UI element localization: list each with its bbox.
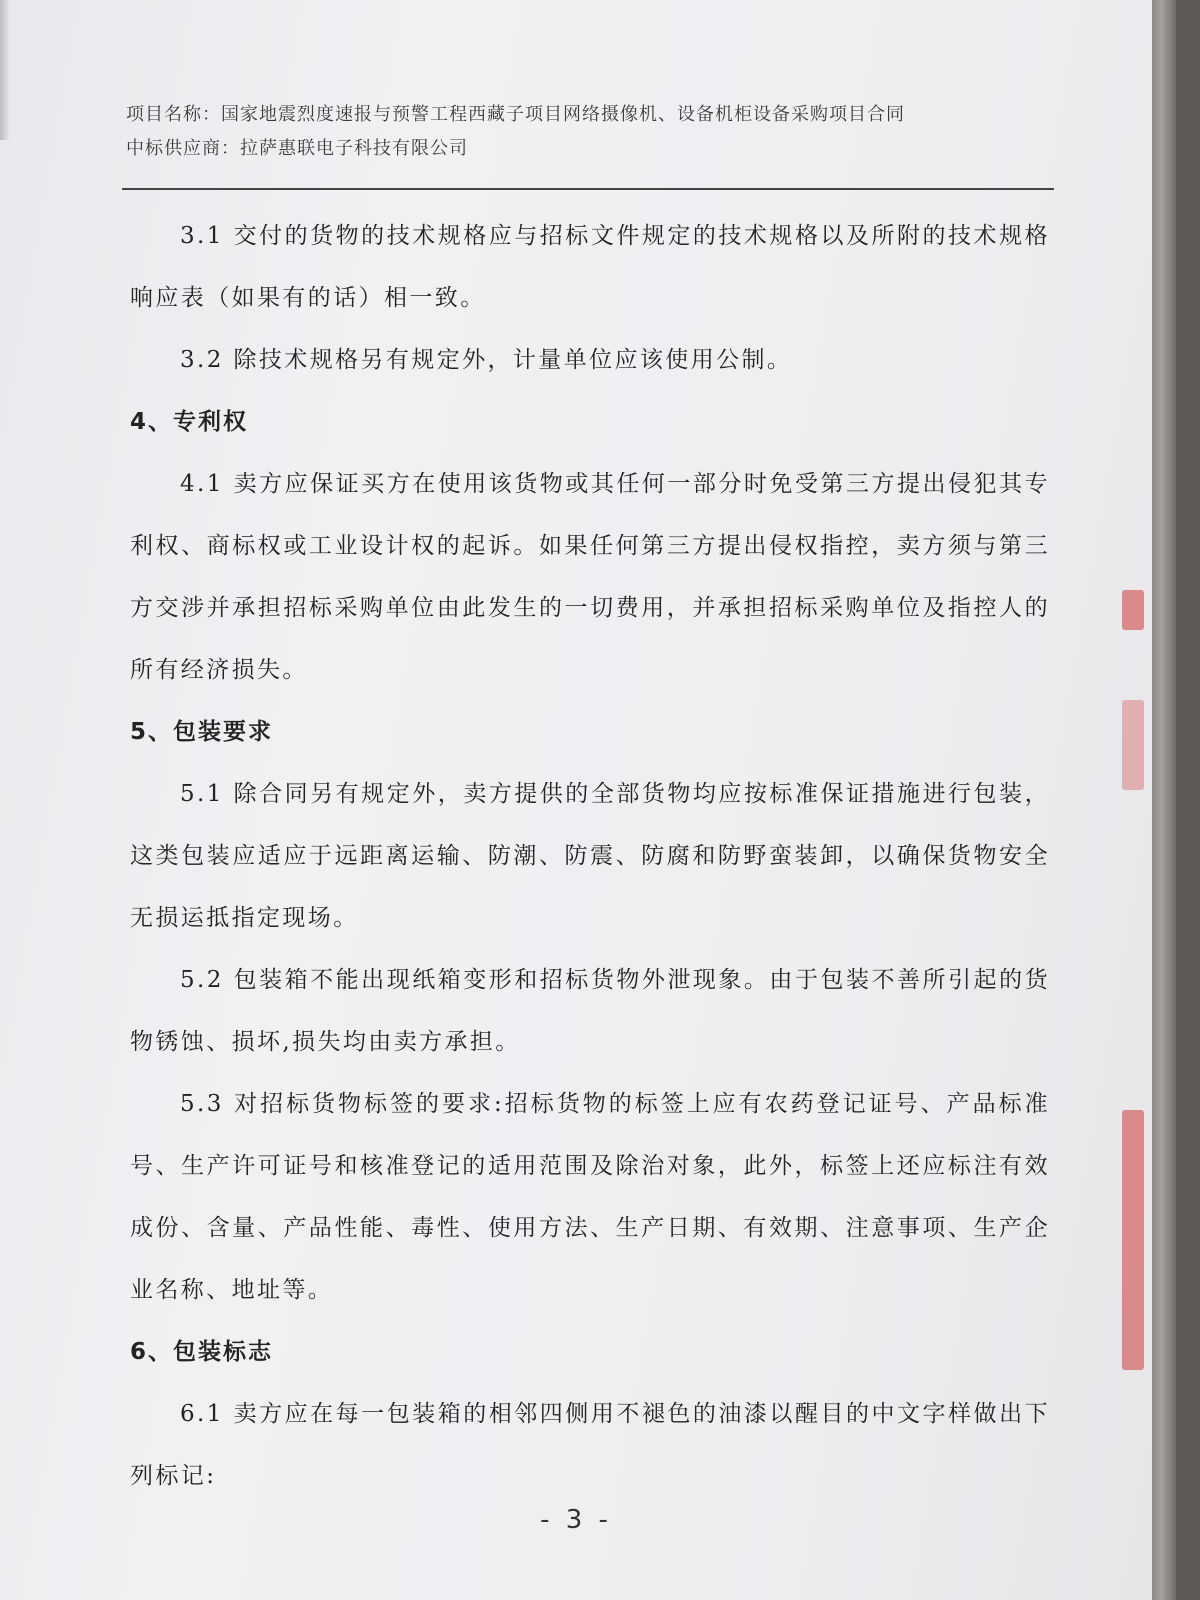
seal-fragment	[1122, 1110, 1144, 1370]
clause-5-1: 5.1 除合同另有规定外，卖方提供的全部货物均应按标准保证措施进行包装，这类包装应适应于远距离运输、防潮、防震、防腐和防野蛮装卸，以确保货物安全无损运抵指定现场。	[130, 781, 1050, 931]
binding-shadow	[0, 0, 10, 140]
clause-3-1: 3.1 交付的货物的技术规格应与招标文件规定的技术规格以及所附的技术规格响应表（如果有的话）相一致。	[130, 223, 1050, 311]
clause-5-3: 5.3 对招标货物标签的要求:招标货物的标签上应有农药登记证号、产品标准号、生产许可证号和核准登记的适用范围及除治对象，此外，标签上还应标注有效成份、含量、产品性能、毒性、使用方法、生产日期、有效期、注意事项、生产企业名称、地址等。	[130, 1091, 1050, 1303]
header-project-name: 项目名称：国家地震烈度速报与预警工程西藏子项目网络摄像机、设备机柜设备采购项目合同	[126, 104, 905, 125]
page-number: - 3 -	[540, 1505, 612, 1535]
seal-fragment	[1122, 700, 1144, 790]
clause-6-1: 6.1 卖方应在每一包装箱的相邻四侧用不褪色的油漆以醒目的中文字样做出下列标记:	[130, 1401, 1050, 1489]
contract-body	[130, 205, 1050, 1507]
section-heading-5: 5、包装要求	[130, 719, 274, 745]
clause-3-2: 3.2 除技术规格另有规定外，计量单位应该使用公制。	[180, 347, 793, 373]
header-divider	[122, 188, 1054, 190]
header-supplier: 中标供应商：拉萨惠联电子科技有限公司	[126, 138, 468, 159]
seal-fragment	[1122, 590, 1144, 630]
section-heading-4: 4、专利权	[130, 409, 249, 435]
clause-4-1: 4.1 卖方应保证买方在使用该货物或其任何一部分时免受第三方提出侵犯其专利权、商标权或工业设计权的起诉。如果任何第三方提出侵权指控，卖方须与第三方交涉并承担招标采购单位由此发生的一切费用，并承担招标采购单位及指控人的所有经济损失。	[130, 471, 1050, 683]
page-stack-edge	[1152, 0, 1176, 1600]
section-heading-6: 6、包装标志	[130, 1339, 274, 1365]
clause-5-2: 5.2 包装箱不能出现纸箱变形和招标货物外泄现象。由于包装不善所引起的货物锈蚀、损坏,损失均由卖方承担。	[130, 967, 1050, 1055]
page-header	[126, 98, 1046, 166]
